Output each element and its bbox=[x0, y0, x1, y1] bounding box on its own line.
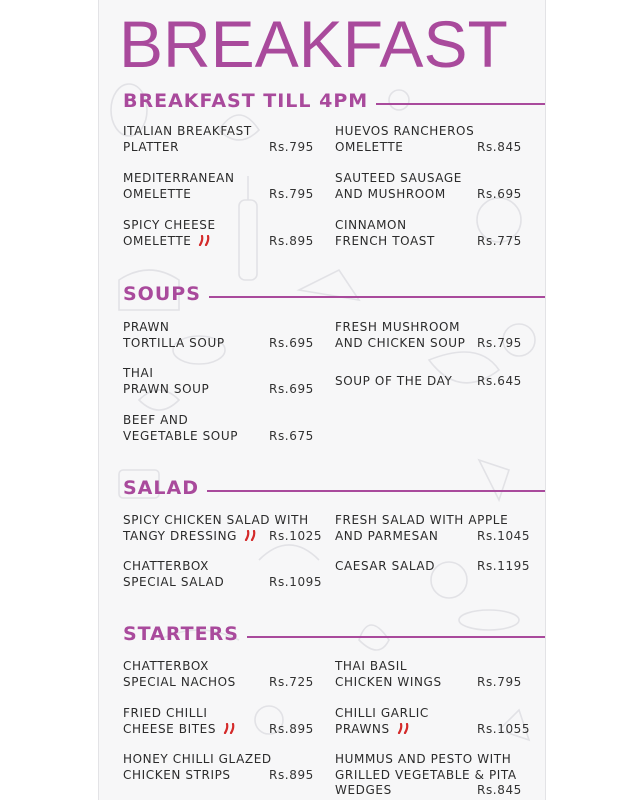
item-price: Rs.645 bbox=[477, 374, 522, 388]
item-name-line-1: SPICY CHICKEN SALAD WITH bbox=[123, 513, 309, 527]
menu-page bbox=[98, 0, 546, 800]
menu-item bbox=[123, 413, 314, 444]
section-title: STARTERS bbox=[123, 623, 239, 645]
item-name-line-1: HONEY CHILLI GLAZED bbox=[123, 752, 272, 766]
section-title: BREAKFAST TILL 4PM bbox=[123, 90, 369, 112]
item-price: Rs.1055 bbox=[477, 721, 531, 736]
item-name-line-1: MEDITERRANEAN bbox=[123, 171, 235, 185]
item-price: Rs.1095 bbox=[269, 574, 323, 589]
item-name-line-1: FRESH MUSHROOM bbox=[335, 320, 461, 334]
item-name-line-2: SPECIAL NACHOS bbox=[123, 674, 236, 689]
item-name-line-1: CHATTERBOX bbox=[123, 659, 209, 673]
item-price: Rs.895 bbox=[269, 721, 314, 736]
section-header bbox=[123, 622, 545, 646]
item-name-line-1: SOUP OF THE DAY bbox=[335, 374, 453, 388]
item-price: Rs.795 bbox=[477, 335, 522, 350]
item-name-line-2: TORTILLA SOUP bbox=[123, 335, 225, 350]
item-price: Rs.775 bbox=[477, 233, 522, 248]
section-divider bbox=[247, 636, 545, 638]
item-name-line-1: CAESAR SALAD bbox=[335, 559, 436, 573]
section-header bbox=[123, 89, 545, 113]
menu-item bbox=[335, 171, 522, 202]
item-price: Rs.695 bbox=[269, 381, 314, 396]
item-price: Rs.695 bbox=[477, 186, 522, 201]
item-name-line-2: FRENCH TOAST bbox=[335, 233, 435, 248]
item-name-line-3: WEDGES bbox=[335, 783, 392, 797]
item-name-line-2: PRAWNS bbox=[335, 721, 390, 736]
item-price: Rs.725 bbox=[269, 674, 314, 689]
item-name-line-2: OMELETTE bbox=[123, 233, 192, 248]
item-name-line-1: THAI BASIL bbox=[335, 659, 408, 673]
item-name-line-1: FRIED CHILLI bbox=[123, 706, 208, 720]
menu-item bbox=[335, 218, 522, 249]
menu-item bbox=[123, 706, 314, 737]
item-name-line-1: SPICY CHEESE bbox=[123, 218, 216, 232]
section-divider bbox=[209, 296, 545, 298]
item-price: Rs.845 bbox=[477, 139, 522, 154]
item-name-line-2: TANGY DRESSING bbox=[123, 528, 238, 543]
menu-item bbox=[123, 752, 314, 783]
item-price: Rs.895 bbox=[269, 767, 314, 782]
menu-item bbox=[123, 513, 323, 544]
item-name-line-2: PLATTER bbox=[123, 139, 180, 154]
section-title: SOUPS bbox=[123, 283, 201, 305]
section-header bbox=[123, 476, 545, 500]
item-name-line-1: PRAWN bbox=[123, 320, 170, 334]
item-name-line-1: CHILLI GARLIC bbox=[335, 706, 429, 720]
item-name-line-2: AND PARMESAN bbox=[335, 528, 439, 543]
item-name-line-2: OMELETTE bbox=[123, 186, 192, 201]
item-price: Rs.1045 bbox=[477, 528, 531, 543]
menu-item bbox=[123, 559, 323, 590]
item-name-line-2: OMELETTE bbox=[335, 139, 404, 154]
menu-item bbox=[335, 659, 522, 690]
item-name-line-1: SAUTEED SAUSAGE bbox=[335, 171, 462, 185]
item-price: Rs.675 bbox=[269, 428, 314, 443]
item-name-line-2: CHEESE BITES bbox=[123, 721, 217, 736]
chili-icon bbox=[222, 723, 236, 734]
menu-item bbox=[335, 374, 522, 390]
menu-item bbox=[123, 366, 314, 397]
item-name-line-2: AND CHICKEN SOUP bbox=[335, 335, 466, 350]
item-name-line-2: CHICKEN STRIPS bbox=[123, 767, 231, 782]
item-name-line-1: ITALIAN BREAKFAST bbox=[123, 124, 252, 138]
item-name-line-2: GRILLED VEGETABLE & PITA bbox=[335, 767, 517, 782]
item-name-line-1: HUMMUS AND PESTO WITH bbox=[335, 752, 512, 766]
item-price: Rs.1025 bbox=[269, 528, 323, 543]
item-price: Rs.795 bbox=[269, 186, 314, 201]
menu-item bbox=[335, 320, 522, 351]
item-price: Rs.895 bbox=[269, 233, 314, 248]
item-price: Rs.845 bbox=[477, 783, 522, 797]
menu-item bbox=[335, 124, 522, 155]
item-name-line-2: CHICKEN WINGS bbox=[335, 674, 442, 689]
item-price: Rs.1195 bbox=[477, 559, 531, 573]
section-header bbox=[123, 282, 545, 306]
item-price: Rs.795 bbox=[269, 139, 314, 154]
menu-item bbox=[123, 124, 314, 155]
item-name-line-2: SPECIAL SALAD bbox=[123, 574, 225, 589]
menu-item bbox=[335, 559, 531, 575]
item-name-line-1: CINNAMON bbox=[335, 218, 407, 232]
item-price: Rs.695 bbox=[269, 335, 314, 350]
menu-item bbox=[335, 706, 531, 737]
menu-item bbox=[123, 659, 314, 690]
item-name-line-1: FRESH SALAD WITH APPLE bbox=[335, 513, 509, 527]
item-name-line-2: AND MUSHROOM bbox=[335, 186, 446, 201]
item-price: Rs.795 bbox=[477, 674, 522, 689]
chili-icon bbox=[243, 530, 257, 541]
item-name-line-2: VEGETABLE SOUP bbox=[123, 428, 239, 443]
menu-item bbox=[123, 218, 314, 249]
item-name-line-1: THAI bbox=[123, 366, 154, 380]
menu-title: BREAKFAST bbox=[119, 7, 508, 81]
menu-item bbox=[123, 171, 314, 202]
menu-item bbox=[335, 513, 531, 544]
item-name-line-1: CHATTERBOX bbox=[123, 559, 209, 573]
section-title: SALAD bbox=[123, 477, 199, 499]
menu-item bbox=[123, 320, 314, 351]
chili-icon bbox=[396, 723, 410, 734]
section-divider bbox=[207, 490, 545, 492]
menu-item bbox=[335, 752, 522, 799]
chili-icon bbox=[197, 235, 211, 246]
item-name-line-1: BEEF AND bbox=[123, 413, 189, 427]
item-name-line-2: PRAWN SOUP bbox=[123, 381, 210, 396]
item-name-line-1: HUEVOS RANCHEROS bbox=[335, 124, 475, 138]
section-divider bbox=[376, 103, 545, 105]
